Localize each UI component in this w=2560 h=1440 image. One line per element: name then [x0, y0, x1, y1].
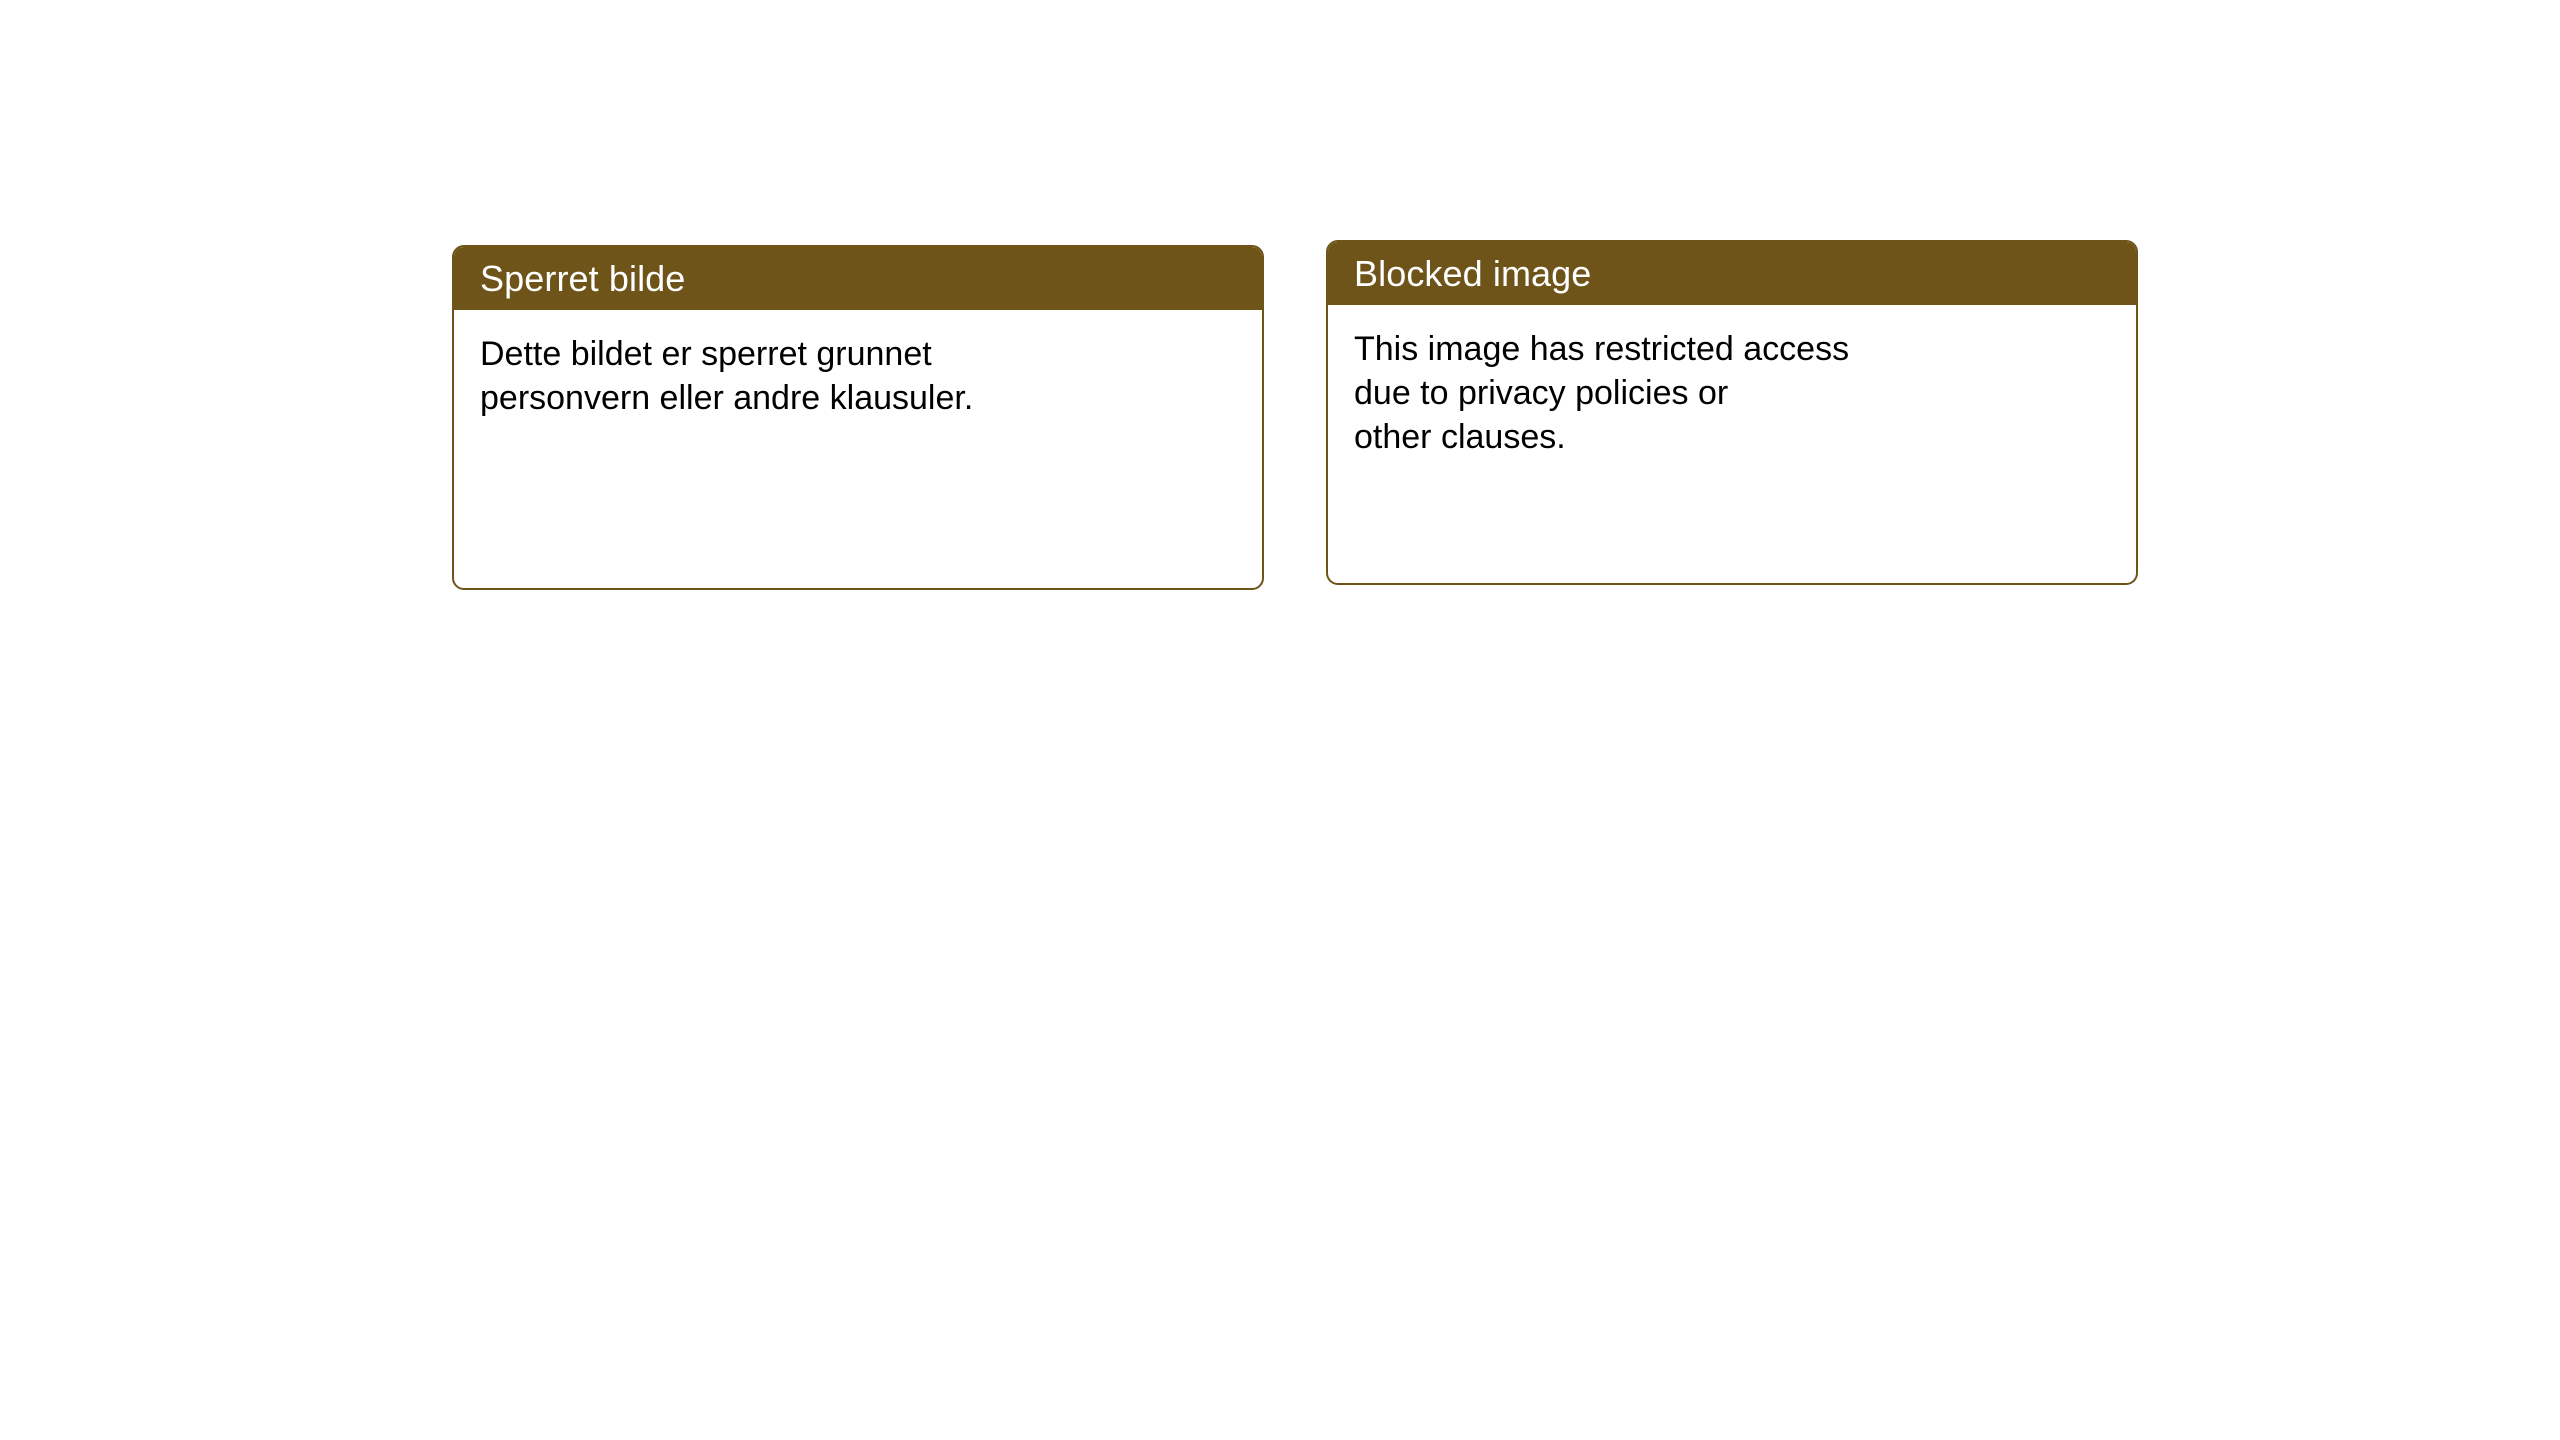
notice-body-no: Dette bildet er sperret grunnet personvern eller andre klausuler.: [480, 335, 974, 418]
notice-body-en: This image has restricted access due to privacy policies or other clauses.: [1354, 330, 1850, 457]
blocked-image-notice-en: [1326, 240, 2138, 585]
notice-title-no: Sperret bilde: [480, 257, 686, 299]
notice-header-en: [1328, 242, 2136, 305]
blocked-image-notice-no: [452, 245, 1264, 590]
notice-header-no: [454, 247, 1262, 310]
notice-title-en: Blocked image: [1354, 252, 1592, 294]
